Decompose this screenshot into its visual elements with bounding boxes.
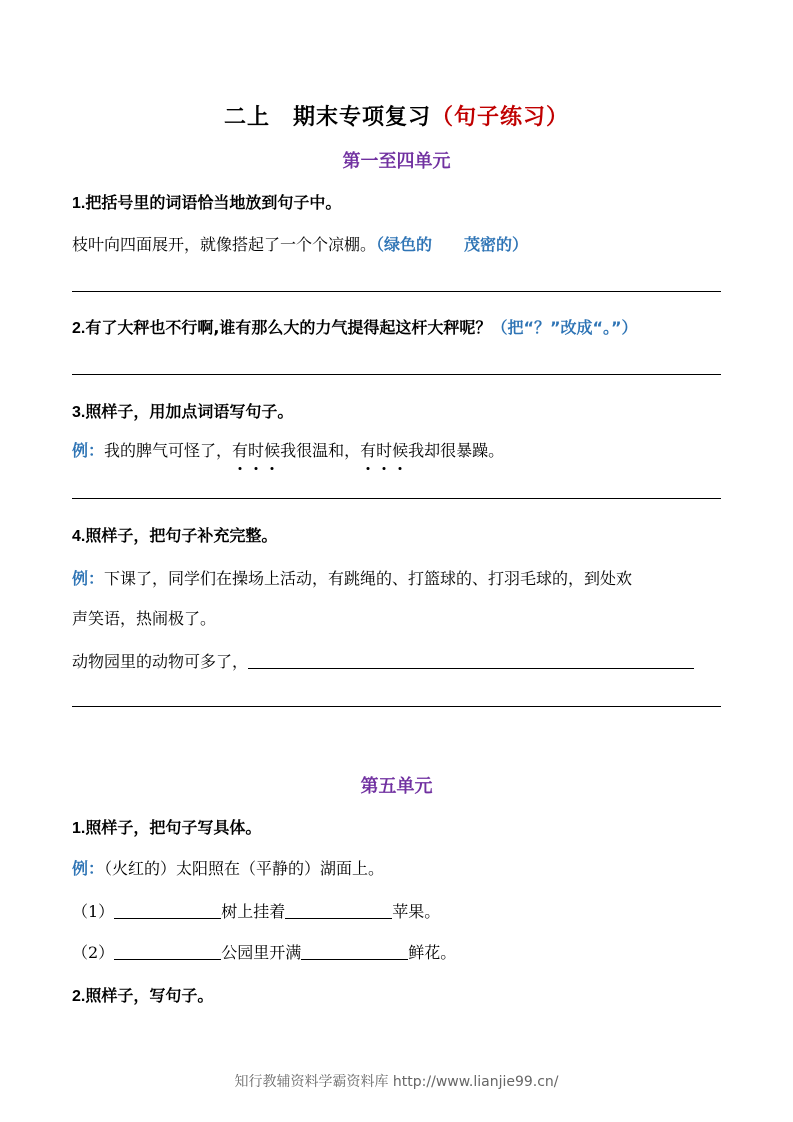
answer-blank[interactable] — [248, 652, 694, 669]
q2-1-example: 例：（火红的）太阳照在（平静的）湖面上。 — [72, 859, 385, 878]
answer-blank[interactable] — [285, 902, 392, 919]
emphasis-char: 时 — [248, 438, 264, 461]
answer-line[interactable] — [72, 374, 721, 375]
question-1-2: 2.有了大秤也不行啊,谁有那么大的力气提得起这杆大秤呢？（把“？”改成“。”） — [72, 318, 638, 337]
q1-1-hint: （绿色的 茂密的） — [376, 235, 529, 254]
q1-4-stem: 动物园里的动物可多了， — [72, 649, 694, 672]
section-heading-1: 第一至四单元 — [342, 151, 451, 172]
answer-line[interactable] — [72, 498, 721, 499]
q2-1-item-2: （2） 公园里开满 鲜花。 — [72, 943, 457, 962]
page-title — [0, 100, 793, 131]
q1-2-hint: （把“？”改成“。”） — [491, 318, 638, 337]
emphasis-char: 有 — [360, 438, 376, 461]
footer-watermark: 知行教辅资料学霸资料库 http://www.lianjie99.cn/ — [234, 1074, 559, 1090]
title-main: 二上 期末专项复习 — [223, 104, 431, 130]
q1-4-example-cont: 声笑语，热闹极了。 — [72, 609, 217, 628]
q2-1-item-1: （1） 树上挂着 苹果。 — [72, 902, 441, 921]
q1-3-example: 例：我的脾气可怪了，有时候我很温和，有时候我却很暴躁。 — [72, 438, 504, 461]
question-1-1: 1.把括号里的词语恰当地放到句子中。 — [72, 193, 342, 212]
emphasis-char: 候 — [392, 438, 408, 461]
emphasis-char: 时 — [376, 438, 392, 461]
answer-blank[interactable] — [114, 902, 221, 919]
emphasis-char: 候 — [264, 438, 280, 461]
title-highlight: （句子练习） — [431, 104, 570, 130]
q1-1-sentence: 枝叶向四面展开，就像搭起了一个个凉棚。（绿色的 茂密的） — [72, 235, 529, 254]
question-2-2: 2.照样子，写句子。 — [72, 986, 214, 1005]
emphasis-char: 有 — [232, 438, 248, 461]
answer-line[interactable] — [72, 291, 721, 292]
answer-line[interactable] — [72, 706, 721, 707]
question-1-3: 3.照样子，用加点词语写句子。 — [72, 402, 294, 421]
section-heading-2: 第五单元 — [360, 776, 433, 797]
q1-4-example: 例：下课了，同学们在操场上活动，有跳绳的、打篮球的、打羽毛球的，到处欢 — [72, 569, 633, 588]
question-1-4: 4.照样子，把句子补充完整。 — [72, 526, 278, 545]
question-2-1: 1.照样子，把句子写具体。 — [72, 818, 262, 837]
answer-blank[interactable] — [301, 943, 408, 960]
answer-blank[interactable] — [114, 943, 221, 960]
